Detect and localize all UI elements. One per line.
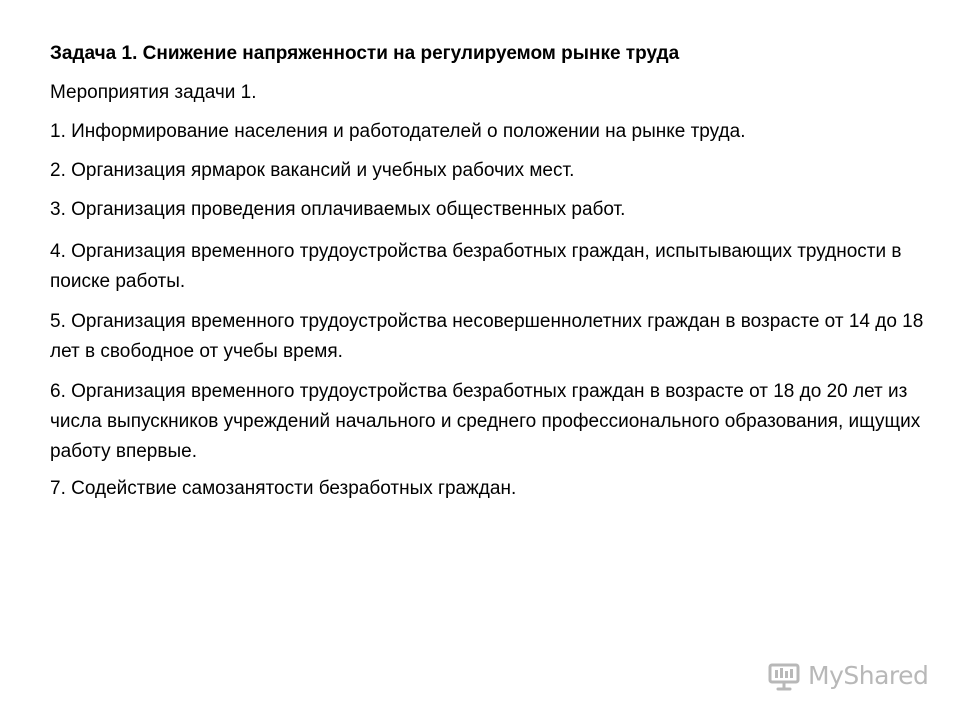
slide-content (50, 42, 930, 516)
watermark (768, 657, 928, 693)
task-item-7: 7. Содействие самозанятости безработных граждан. (50, 478, 517, 499)
task-item-4: 4. Организация временного трудоустройства безработных граждан, испытывающих трудности в поиске работы. (50, 241, 902, 292)
task-item-6: 6. Организация временного трудоустройства безработных граждан в возрасте от 18 до 20 лет из числа выпускников учреждений начального и среднего профессионального образования, ищущих работу впервые. (50, 381, 921, 462)
watermark-text: MyShared (808, 660, 929, 690)
task-item-2: 2. Организация ярмарок вакансий и учебных рабочих мест. (50, 160, 575, 181)
slide-subtitle: Мероприятия задачи 1. (50, 82, 257, 103)
task-item-5: 5. Организация временного трудоустройства несовершеннолетних граждан в возрасте от 14 до 18 лет в свободное от учебы время. (50, 311, 924, 362)
task-item-3: 3. Организация проведения оплачиваемых общественных работ. (50, 199, 626, 220)
task-item-1: 1. Информирование населения и работодателей о положении на рынке труда. (50, 121, 746, 142)
presentation-board-icon (768, 659, 800, 691)
slide-title: Задача 1. Снижение напряженности на регулируемом рынке труда (50, 43, 680, 64)
task-list (50, 120, 930, 501)
